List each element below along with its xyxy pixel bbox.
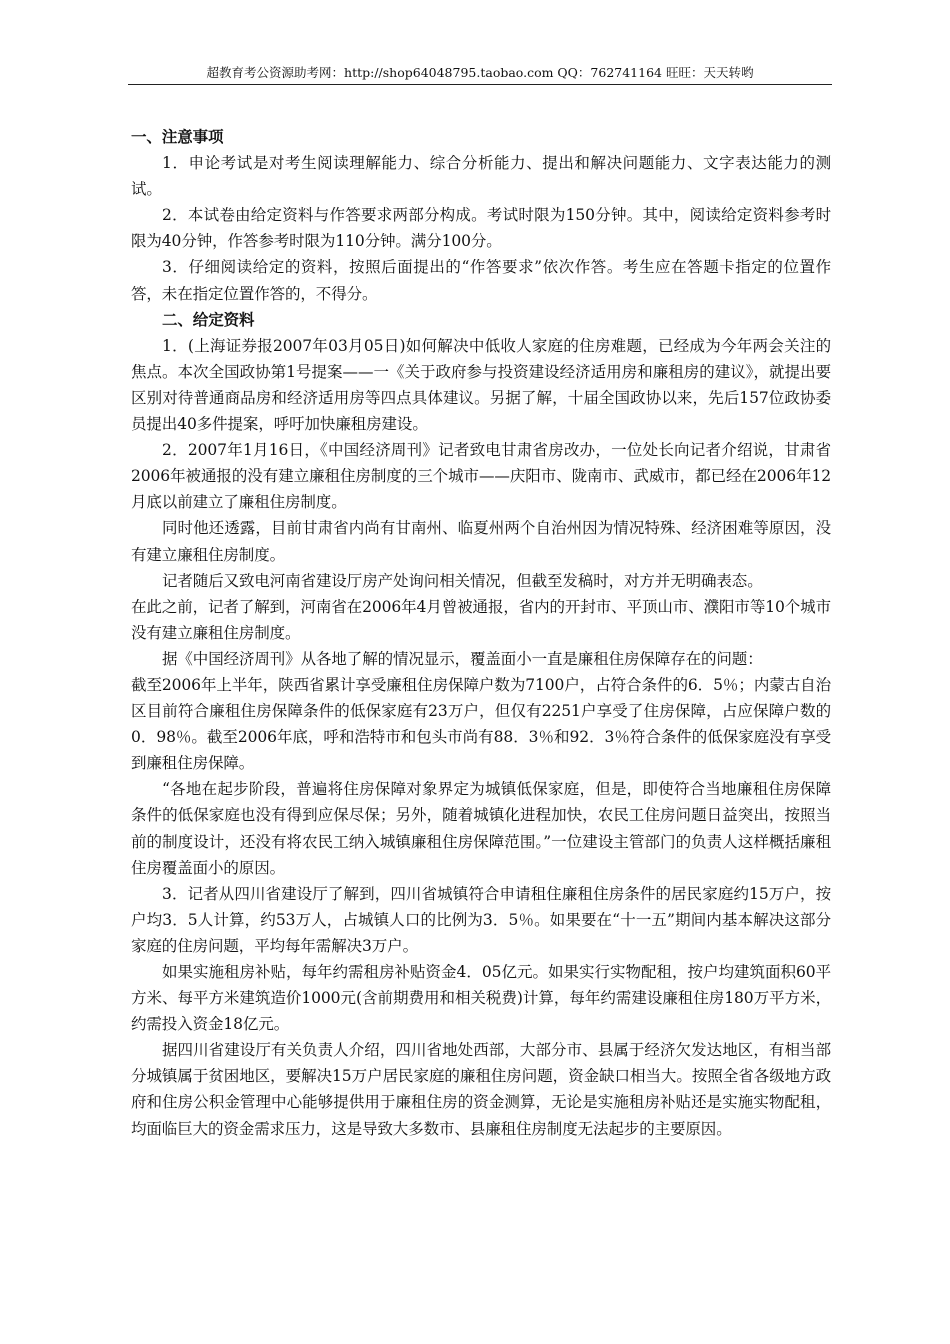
paragraph: 记者随后又致电河南省建设厅房产处询问相关情况，但截至发稿时，对方并无明确表态。	[162, 571, 763, 590]
section-title-notice: 一、注意事项	[131, 128, 224, 146]
paragraph: 同时他还透露，目前甘肃省内尚有甘南州、临夏州两个自治州因为情况特殊、经济困难等原因，没有建立廉租住房制度。	[131, 519, 831, 564]
paragraph: 2．2007年1月16日，《中国经济周刊》记者致电甘肃省房改办，一位处长向记者介绍说，甘肃省2006年被通报的没有建立廉租住房制度的三个城市——庆阳市、陇南市、武威市，都已经在2006年12月底以前建立了廉租住房制度。	[131, 441, 831, 512]
paragraph: 据四川省建设厅有关负责人介绍，四川省地处西部，大部分市、县属于经济欠发达地区，有相当部分城镇属于贫困地区，要解决15万户居民家庭的廉租住房问题，资金缺口相当大。按照全省各级地方政府和住房公积金管理中心能够提供用于廉租住房的资金测算，无论是实施租房补贴还是实施实物配租，均面临巨大的资金需求压力，这是导致大多数市、县廉租住房制度无法起步的主要原因。	[131, 1041, 831, 1138]
document-body	[131, 124, 831, 1142]
paragraph: 3．记者从四川省建设厅了解到，四川省城镇符合申请租住廉租住房条件的居民家庭约15万户，按户均3．5人计算，约53万人，占城镇人口的比例为3．5％。如果要在“十一五”期间内基本解决这部分家庭的住房问题，平均每年需解决3万户。	[131, 884, 831, 955]
paragraph: 1．申论考试是对考生阅读理解能力、综合分析能力、提出和解决问题能力、文字表达能力的测试。	[131, 154, 831, 199]
section-title-materials: 二、给定资料	[162, 310, 255, 329]
paragraph: 3．仔细阅读给定的资料，按照后面提出的“作答要求”依次作答。考生应在答题卡指定的位置作答，未在指定位置作答的，不得分。	[131, 258, 831, 303]
header-rule	[128, 84, 832, 85]
paragraph: 如果实施租房补贴，每年约需租房补贴资金4．05亿元。如果实行实物配租，按户均建筑面积60平方米、每平方米建筑造价1000元(含前期费用和相关税费)计算，每年约需建设廉租住房180万平方米，约需投入资金18亿元。	[131, 963, 831, 1034]
paragraph: 据《中国经济周刊》从各地了解的情况显示，覆盖面小一直是廉租住房保障存在的问题：	[162, 649, 763, 668]
paragraph: 1．(上海证券报2007年03月05日)如何解决中低收人家庭的住房难题，已经成为今年两会关注的焦点。本次全国政协第1号提案——一《关于政府参与投资建设经济适用房和廉租房的建议》，就提出要区别对待普通商品房和经济适用房等四点具体建议。另据了解，十届全国政协以来，先后157位政协委员提出40多件提案，呼吁加快廉租房建设。	[131, 336, 831, 434]
paragraph: 截至2006年上半年，陕西省累计享受廉租住房保障户数为7100户，占符合条件的6．5％；内蒙古自治区目前符合廉租住房保障条件的低保家庭有23万户，但仅有2251户享受了住房保障，占应保障户数的0．98％。截至2006年底，呼和浩特市和包头市尚有88．3％和92．3％符合条件的低保家庭没有享受到廉租住房保障。	[131, 675, 831, 773]
paragraph: 在此之前，记者了解到，河南省在2006年4月曾被通报，省内的开封市、平顶山市、濮阳市等10个城市没有建立廉租住房制度。	[131, 597, 831, 642]
page-header: 超教育考公资源助考网：http://shop64048795.taobao.com QQ：762741164 旺旺：天天转哟	[206, 65, 754, 80]
paragraph: “各地在起步阶段，普遍将住房保障对象界定为城镇低保家庭，但是，即使符合当地廉租住房保障条件的低保家庭也没有得到应保尽保；另外，随着城镇化进程加快，农民工住房问题日益突出，按照当前的制度设计，还没有将农民工纳入城镇廉租住房保障范围。”一位建设主管部门的负责人这样概括廉租住房覆盖面小的原因。	[131, 780, 831, 877]
paragraph: 2．本试卷由给定资料与作答要求两部分构成。考试时限为150分钟。其中，阅读给定资料参考时限为40分钟，作答参考时限为110分钟。满分100分。	[131, 206, 831, 251]
